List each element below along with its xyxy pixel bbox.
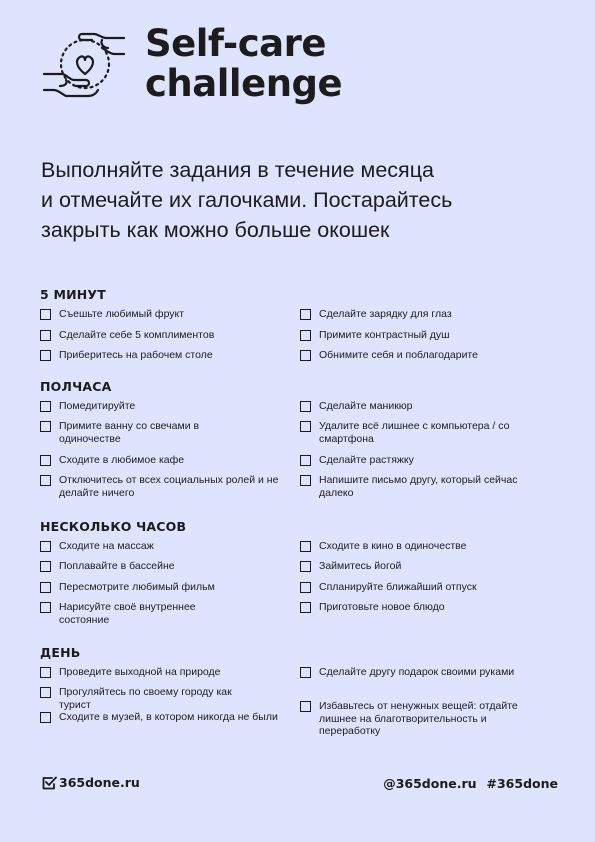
checkbox[interactable] [40, 667, 51, 678]
hashtag[interactable]: #365done [486, 776, 558, 791]
section-title: 5 МИНУТ [40, 287, 106, 302]
checklist-item: Примите контрастный душ [300, 329, 560, 349]
intro-line-3: закрыть как можно больше окошек [41, 218, 390, 242]
checkbox[interactable] [40, 421, 51, 432]
section-day [40, 645, 560, 740]
section-title: ДЕНЬ [40, 645, 81, 660]
checklist-item: Удалите всё лишнее с компьютера / со смартфона [300, 420, 560, 454]
checklist-item: Нарисуйте своё внутреннее состояние [40, 601, 300, 629]
left-column [40, 400, 300, 502]
checkbox[interactable] [40, 582, 51, 593]
checkbox[interactable] [300, 350, 311, 361]
checklist-item: Пересмотрите любимый фильм [40, 581, 300, 601]
left-column [40, 308, 300, 369]
checklist-item: Сходите на массаж [40, 540, 300, 560]
checkbox[interactable] [300, 330, 311, 341]
right-column [300, 540, 560, 629]
checklist-item: Проведите выходной на природе [40, 666, 300, 686]
right-column [300, 666, 560, 740]
checkbox-check-icon [42, 776, 57, 790]
checklist-item: Сделайте зарядку для глаз [300, 308, 560, 329]
checklist-item: Сходите в любимое кафе [40, 454, 300, 474]
section-title: ПОЛЧАСА [40, 379, 112, 394]
section-5-minutes [40, 287, 560, 369]
checkbox[interactable] [40, 561, 51, 572]
checklist-item: Помедитируйте [40, 400, 300, 420]
checkbox[interactable] [300, 475, 311, 486]
checkbox[interactable] [40, 475, 51, 486]
hands-heart-icon [40, 24, 128, 102]
checkbox[interactable] [300, 701, 311, 712]
site-link[interactable]: 365done.ru [59, 775, 140, 790]
checklist-item: Приготовьте новое блюдо [300, 601, 560, 629]
footer-social [383, 776, 558, 791]
checkbox[interactable] [40, 602, 51, 613]
checklist-item: Сделайте растяжку [300, 454, 560, 474]
checklist-item: Отключитесь от всех социальных ролей и не делайте ничего [40, 474, 300, 502]
header [40, 24, 128, 102]
checkbox[interactable] [40, 330, 51, 341]
checklist-item: Примите ванну со свечами в одиночестве [40, 420, 300, 454]
checklist-item: Сделайте другу подарок своими руками [300, 666, 560, 700]
left-column [40, 666, 300, 740]
intro-text [41, 155, 561, 245]
checklist-item: Сделайте себе 5 комплиментов [40, 329, 300, 349]
checklist-item: Приберитесь на рабочем столе [40, 349, 300, 369]
intro-line-1: Выполняйте задания в течение месяца [41, 158, 434, 182]
right-column [300, 400, 560, 502]
title-line-2: challenge [145, 62, 343, 105]
checklist-item: Поплавайте в бассейне [40, 560, 300, 581]
checkbox[interactable] [300, 561, 311, 572]
checkbox[interactable] [300, 667, 311, 678]
checkbox[interactable] [40, 309, 51, 320]
social-handle[interactable]: @365done.ru [383, 776, 477, 791]
checklist-item: Прогуляйтесь по своему городу как турист [40, 686, 300, 711]
checkbox[interactable] [300, 602, 311, 613]
left-column [40, 540, 300, 629]
checklist-item: Съешьте любимый фрукт [40, 308, 300, 329]
checkbox[interactable] [300, 541, 311, 552]
checkbox[interactable] [40, 541, 51, 552]
title-line-1: Self-care [145, 22, 326, 65]
checkbox[interactable] [300, 582, 311, 593]
checklist-item: Обнимите себя и поблагодарите [300, 349, 560, 369]
checkbox[interactable] [300, 309, 311, 320]
checklist-item: Сходите в кино в одиночестве [300, 540, 560, 560]
checklist-item: Напишите письмо другу, который сейчас далеко [300, 474, 560, 502]
checkbox[interactable] [40, 687, 51, 698]
checkbox[interactable] [300, 455, 311, 466]
page-title [145, 24, 342, 104]
checklist-item: Сделайте маникюр [300, 400, 560, 420]
checkbox[interactable] [40, 350, 51, 361]
checkbox[interactable] [300, 401, 311, 412]
checklist-item: Спланируйте ближайший отпуск [300, 581, 560, 601]
intro-line-2: и отмечайте их галочками. Постарайтесь [41, 188, 453, 212]
right-column [300, 308, 560, 369]
checklist-item: Избавьтесь от ненужных вещей: отдайте лишнее на благотворительность и переработку [300, 700, 560, 740]
checklist-item: Сходите в музей, в котором никогда не были [40, 711, 300, 739]
checklist-item: Займитесь йогой [300, 560, 560, 581]
checkbox[interactable] [40, 401, 51, 412]
section-half-hour [40, 379, 560, 502]
checkbox[interactable] [40, 712, 51, 723]
footer-site[interactable] [42, 775, 140, 790]
section-title: НЕСКОЛЬКО ЧАСОВ [40, 519, 187, 534]
checkbox[interactable] [300, 421, 311, 432]
section-several-hours [40, 519, 560, 629]
checkbox[interactable] [40, 455, 51, 466]
